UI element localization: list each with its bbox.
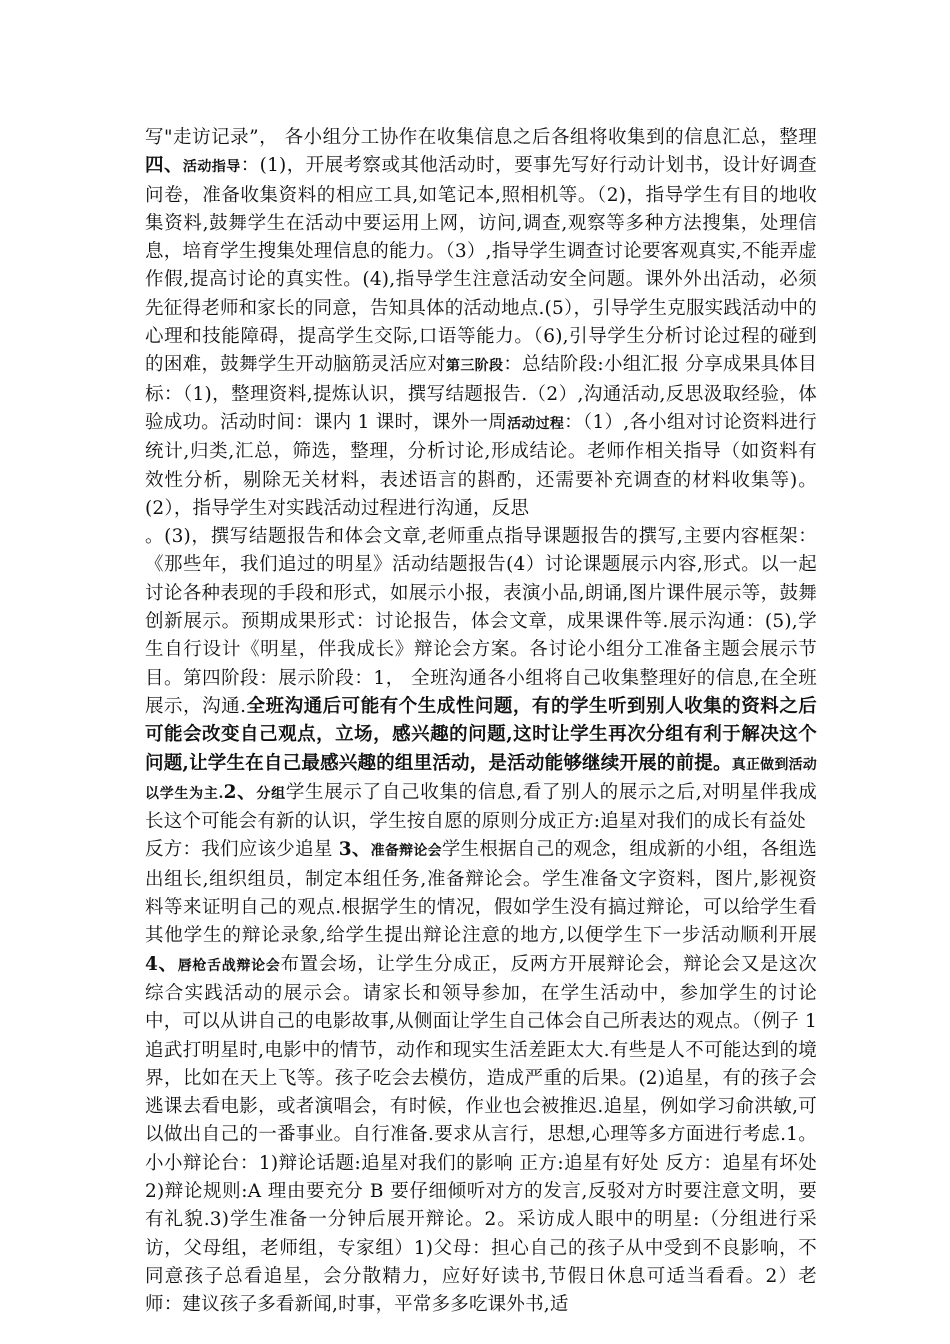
text-run: 布置会场，让学生分成正，反两方开展辩论会，辩论会又是这次综合实践活动的展示会。请家长和领导参加，在学生活动中，参加学生的讨论中，可以从讲自己的电影故事,从侧面让学生自己体会自己所表达的观点。（例子 1 追武打明星时,电影中的情节，动作和现实生活差距太大.有些是人不可能达到的境界，比如在天上飞等。孩子吃会去模仿，造成严重的后果。(2)追星，有的孩子会逃课去看电影，或者演唱会，有时候，作业也会被推迟.追星，例如学习俞洪敏,可以做出自己的一番事业。自行准备.要求从言行，思想,心理等多方面进行考虑.1。小小辩论台：1)辩论话题:追星对我们的影响 正方:追星有好处 反方：追星有坏处 2)辩论规则:A 理由要充分 B 要仔细倾听对方的发言,反驳对方时要注意文明，要有礼貌.3)学生准备一分钟后展开辩论。2。采访成人眼中的明星:（分组进行采访，父母组，老师组，专家组）1)父母：担心自己的孩子从中受到不良影响，不同意孩子总看追星，会分散精力，应好好读书,节假日休息可适当看看。2）老师：建议孩子多看新闻,时事，平常多多吃课外书,适	[145, 953, 817, 1316]
text-run: ：（1）,各小组对讨论资料进行统计,归类,汇总，筛选，整理，分析讨论,形成结论。老师作相关指导（如资料有效性分析，剔除无关材料，表述语言的斟酌，还需要补充调查的材料收集等)。(2），指导学生对实践活动过程进行沟通，反思	[145, 411, 817, 519]
paragraph-activity-guidance	[145, 124, 817, 523]
paragraph-debate	[145, 836, 817, 1319]
text-run: 3、	[338, 839, 371, 861]
text-run: ：总结阶段:小组汇报 分享成果具体目标：（1)，整理资料,提炼认识，撰写结题报告.（2）,沟通活动,反思汲取经验，体验成功。活动时间：课内 1 课时，课外一周	[145, 354, 817, 433]
document-body	[145, 124, 817, 1319]
text-run: 学生展示了自己收集的信息,看了别人的展示之后,对明星伴我成长这个可能会有新的认识，学生按自愿的原则分成正方:追星对我们的成长有益处	[145, 781, 817, 833]
text-run: 写"走访记录”， 各小组分工协作在收集信息之后各组将收集到的信息汇总，整理	[145, 127, 817, 148]
text-run: 学生根据自己的观念，组成新的小组，各组选出组长,组织组员，制定本组任务,准备辩论会。学生准备文字资料，图片,影视资料等来证明自己的观点.根据学生的情况，假如学生没有搞过辩论，可以给学生看其他学生的辩论录象,给学生提出辩论注意的地方,以便学生下一步活动顺利开展	[145, 839, 817, 947]
text-run: ：(1)，开展考察或其他活动时，要事先写好行动计划书，设计好调查问卷，准备收集资料的相应工具,如笔记本,照相机等。（2)，指导学生有目的地收集资料,鼓舞学生在活动中要运用上网，访问,调查,观察等多种方法搜集，处理信息，培育学生搜集处理信息的能力。（3）,指导学生调查讨论要客观真实,不能弄虚作假,提高讨论的真实性。(4),指导学生注意活动安全问题。课外外出活动，必须先征得老师和家长的同意，告知具体的活动地点.(5），引导学生克服实践活动中的心理和技能障碍，提高学生交际,口语等能力。（6),引导学生分析讨论过程的碰到的困难，鼓舞学生开动脑筋灵活应对	[145, 155, 817, 376]
text-run: 唇枪舌战辩论会	[177, 957, 281, 974]
text-run: 2、	[223, 781, 257, 803]
text-run: 四、	[145, 155, 183, 177]
text-run: 全班沟通后可能有个生成性问题，有的学生听到别人收集的资料之后可能会改变自己观点，立场，感兴趣的问题,这时让学生再次分组有利于解决这个问题,让学生在自己最感兴趣的组里活动，是活动能够继续开展的前提。	[145, 695, 817, 774]
text-run: 活动过程	[507, 415, 565, 432]
text-run: 准备辩论会	[370, 843, 442, 860]
text-run: 4、	[145, 953, 178, 975]
paragraph-report-writing	[145, 523, 817, 836]
text-run: 第三阶段	[446, 358, 504, 375]
text-run: 真正做到活动以学生为主.	[145, 756, 818, 802]
text-run: 。(3)，撰写结题报告和体会文章,老师重点指导课题报告的撰写,主要内容框架：《那些年，我们追过的明星》活动结题报告(4）讨论课题展示内容,形式。以一起讨论各种表现的手段和形式，如展示小报，表演小品,朗诵,图片课件展示等，鼓舞创新展示。预期成果形式：讨论报告，体会文章，成果课件等.展示沟通：(5),学生自行设计《明星，伴我成长》辩论会方案。各讨论小组分工准备主题会展示节目。第四阶段：展示阶段：1， 全班沟通各小组将自己收集整理好的信息,在全班展示，沟通.	[145, 526, 817, 717]
text-run: 活动指导	[182, 159, 241, 176]
text-run: 反方：我们应该少追星	[145, 839, 339, 861]
text-run: 分组	[256, 785, 286, 802]
